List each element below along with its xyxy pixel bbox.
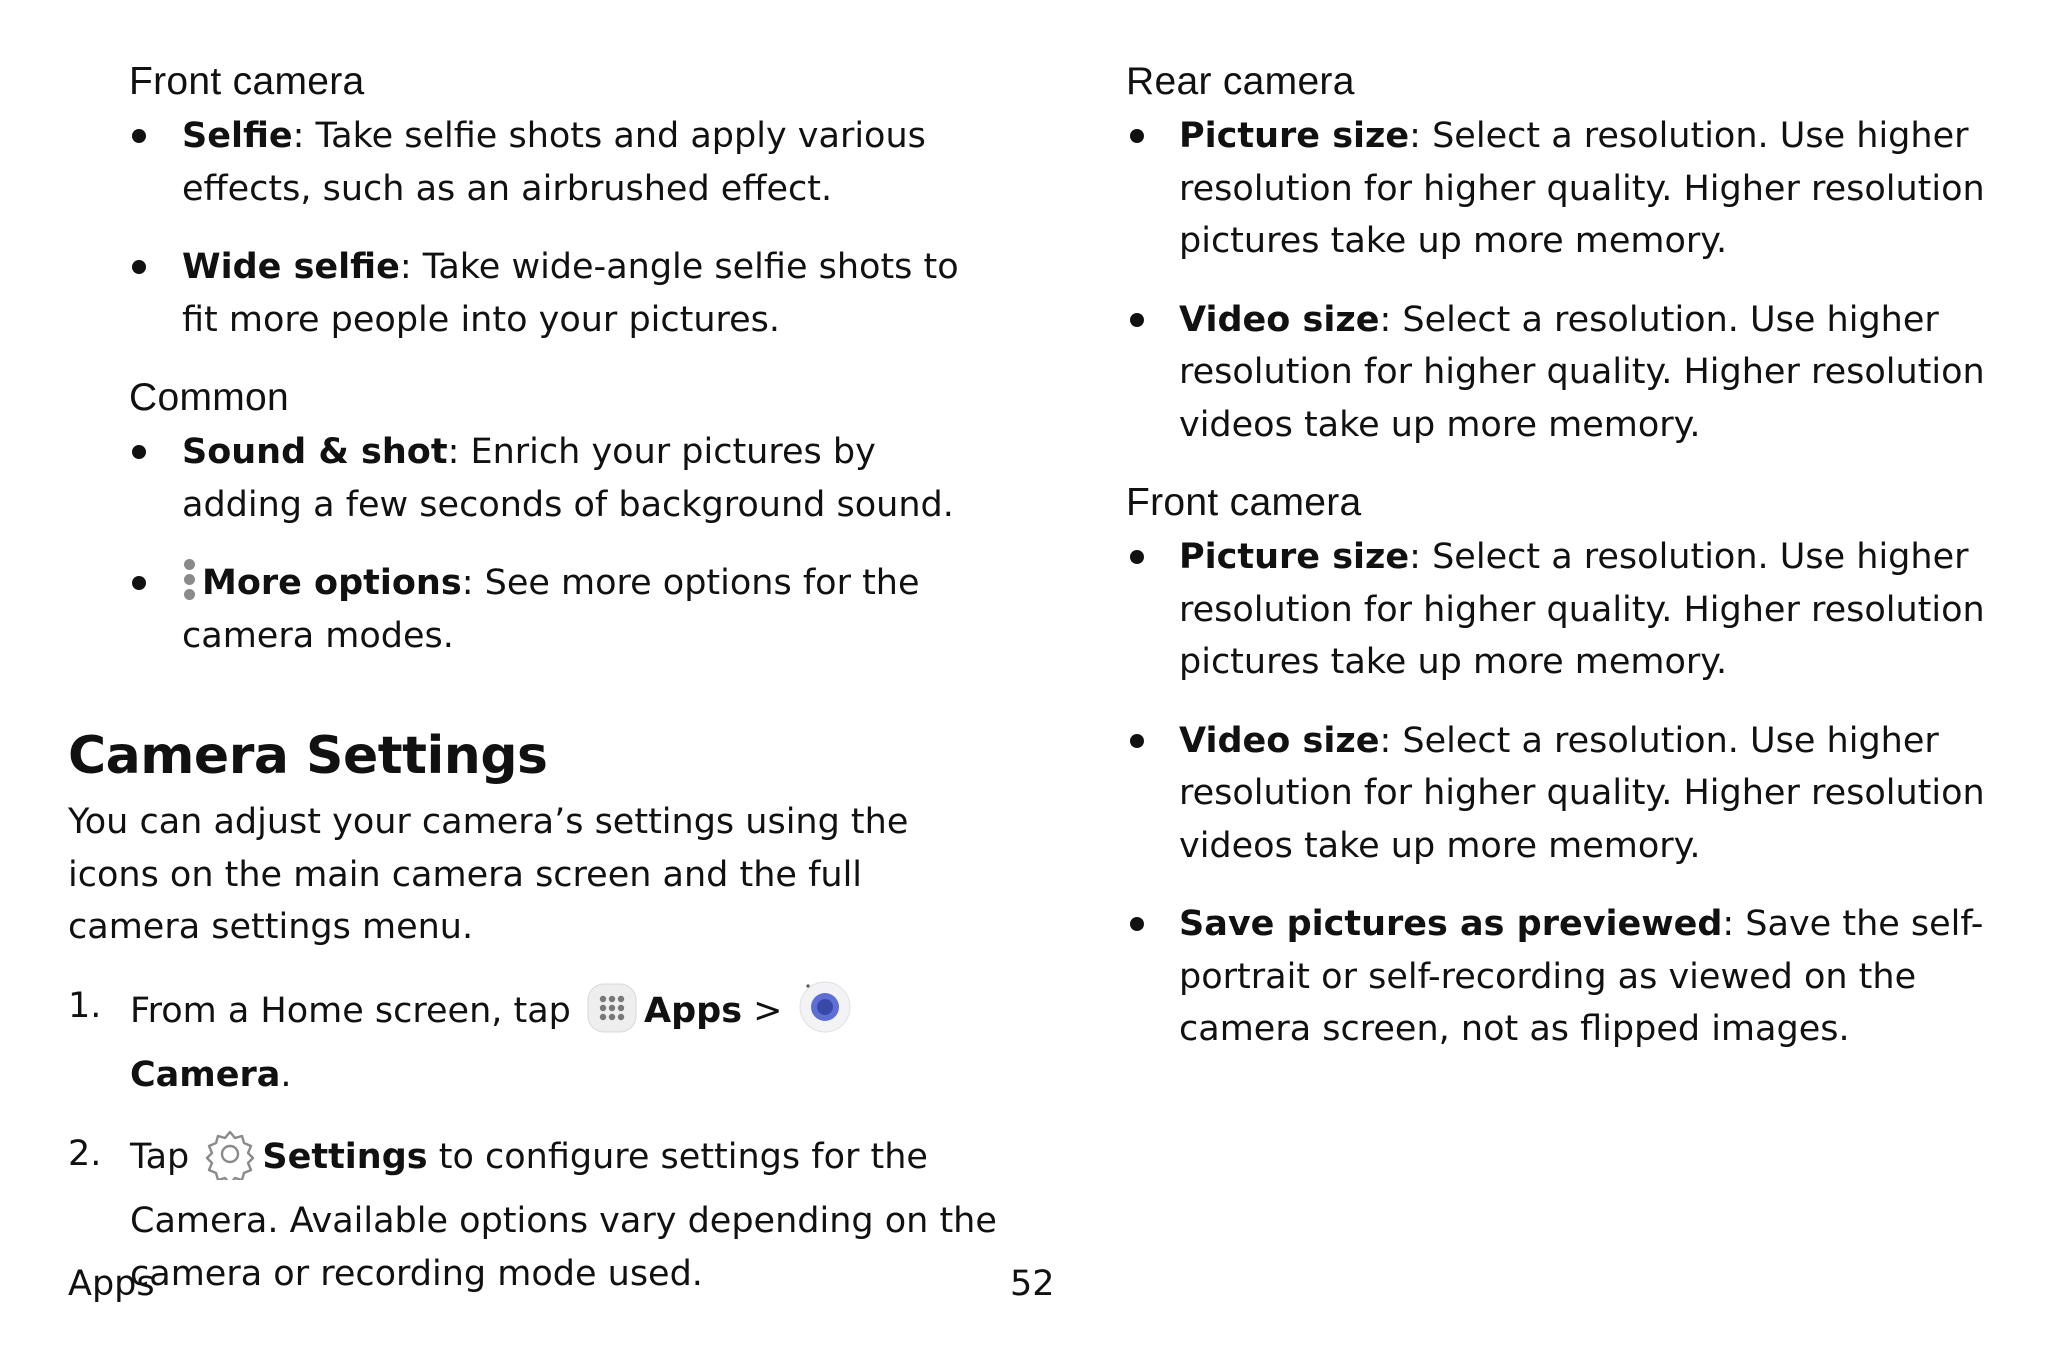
common-list (68, 426, 998, 662)
common-heading: Common (129, 376, 290, 419)
front-camera-list (68, 110, 998, 346)
step-text: From a Home screen, tap (130, 990, 583, 1031)
step-number: 2. (68, 1133, 102, 1174)
list-item (68, 241, 998, 346)
item-term: Picture size (1179, 537, 1410, 577)
camera-app-icon (798, 980, 852, 1050)
page-number: 52 (1010, 1264, 1055, 1304)
item-desc: : Select a resolution. Use higher resolution for higher quality. Higher resolution pictures take up more memory. (1179, 537, 1985, 682)
item-desc: : Select a resolution. Use higher resolution for higher quality. Higher resolution videos take up more memory. (1179, 299, 1985, 445)
step-item (68, 1128, 998, 1301)
bullet-dot (1130, 550, 1144, 564)
item-desc: : Save the self-portrait or self-recording as viewed on the camera screen, not as flipped images. (1179, 904, 1984, 1049)
list-item (1126, 110, 2026, 268)
item-term: Video size (1179, 299, 1380, 340)
item-desc: : See more options for the camera modes. (182, 563, 920, 656)
bullet-dot (132, 260, 146, 274)
section-intro: You can adjust your camera’s settings using the icons on the main camera screen and the full camera settings menu. (68, 802, 909, 947)
list-item (1126, 715, 2026, 873)
item-desc: : Enrich your pictures by adding a few seconds of background sound. (182, 432, 954, 525)
step-text: Tap (130, 1136, 201, 1177)
front-camera-list (1126, 531, 2026, 1056)
item-desc: : Take wide-angle selfie shots to fit more people into your pictures. (182, 247, 959, 340)
bullet-dot (132, 576, 146, 590)
step-item (68, 980, 998, 1102)
item-term: Wide selfie (182, 247, 400, 287)
settings-label: Settings (262, 1136, 428, 1177)
gear-icon (204, 1128, 256, 1196)
step-separator: > (742, 990, 794, 1031)
front-camera-heading: Front camera (129, 60, 365, 103)
bullet-dot (1130, 734, 1144, 748)
list-item (68, 426, 998, 531)
rear-camera-list (1126, 110, 2026, 451)
apps-grid-icon (586, 982, 638, 1050)
list-item (68, 110, 998, 215)
item-term: Selfie (182, 116, 293, 156)
apps-label: Apps (644, 990, 743, 1031)
item-term: Save pictures as previewed (1179, 904, 1723, 944)
item-term: Sound & shot (182, 432, 448, 472)
footer-section: Apps (68, 1264, 155, 1304)
front-camera-heading: Front camera (1126, 481, 1362, 524)
steps-list (68, 980, 998, 1301)
item-term: Video size (1179, 720, 1380, 761)
camera-label: Camera (130, 1055, 281, 1095)
bullet-dot (1130, 917, 1144, 931)
item-desc: : Take selfie shots and apply various effects, such as an airbrushed effect. (182, 116, 926, 209)
right-column (1126, 56, 2026, 1082)
bullet-dot (132, 129, 146, 143)
left-column (68, 56, 998, 1326)
item-desc: : Select a resolution. Use higher resolution for higher quality. Higher resolution pictures take up more memory. (1179, 116, 1985, 261)
bullet-dot (1130, 129, 1144, 143)
item-term: Picture size (1179, 116, 1410, 156)
item-term: More options (202, 563, 462, 603)
item-desc: : Select a resolution. Use higher resolution for higher quality. Higher resolution videos take up more memory. (1179, 720, 1985, 866)
bullet-dot (1130, 313, 1144, 327)
step-suffix: to configure settings for the Camera. Available options vary depending on the camera or recording mode used. (130, 1136, 997, 1294)
list-item (1126, 531, 2026, 689)
list-item (68, 557, 998, 662)
step-suffix: . (280, 1055, 292, 1095)
bullet-dot (132, 445, 146, 459)
more-options-icon (182, 557, 196, 603)
step-number: 1. (68, 985, 102, 1026)
list-item (1126, 898, 2026, 1056)
rear-camera-heading: Rear camera (1126, 60, 1355, 103)
section-title: Camera Settings (68, 726, 548, 786)
list-item (1126, 294, 2026, 452)
